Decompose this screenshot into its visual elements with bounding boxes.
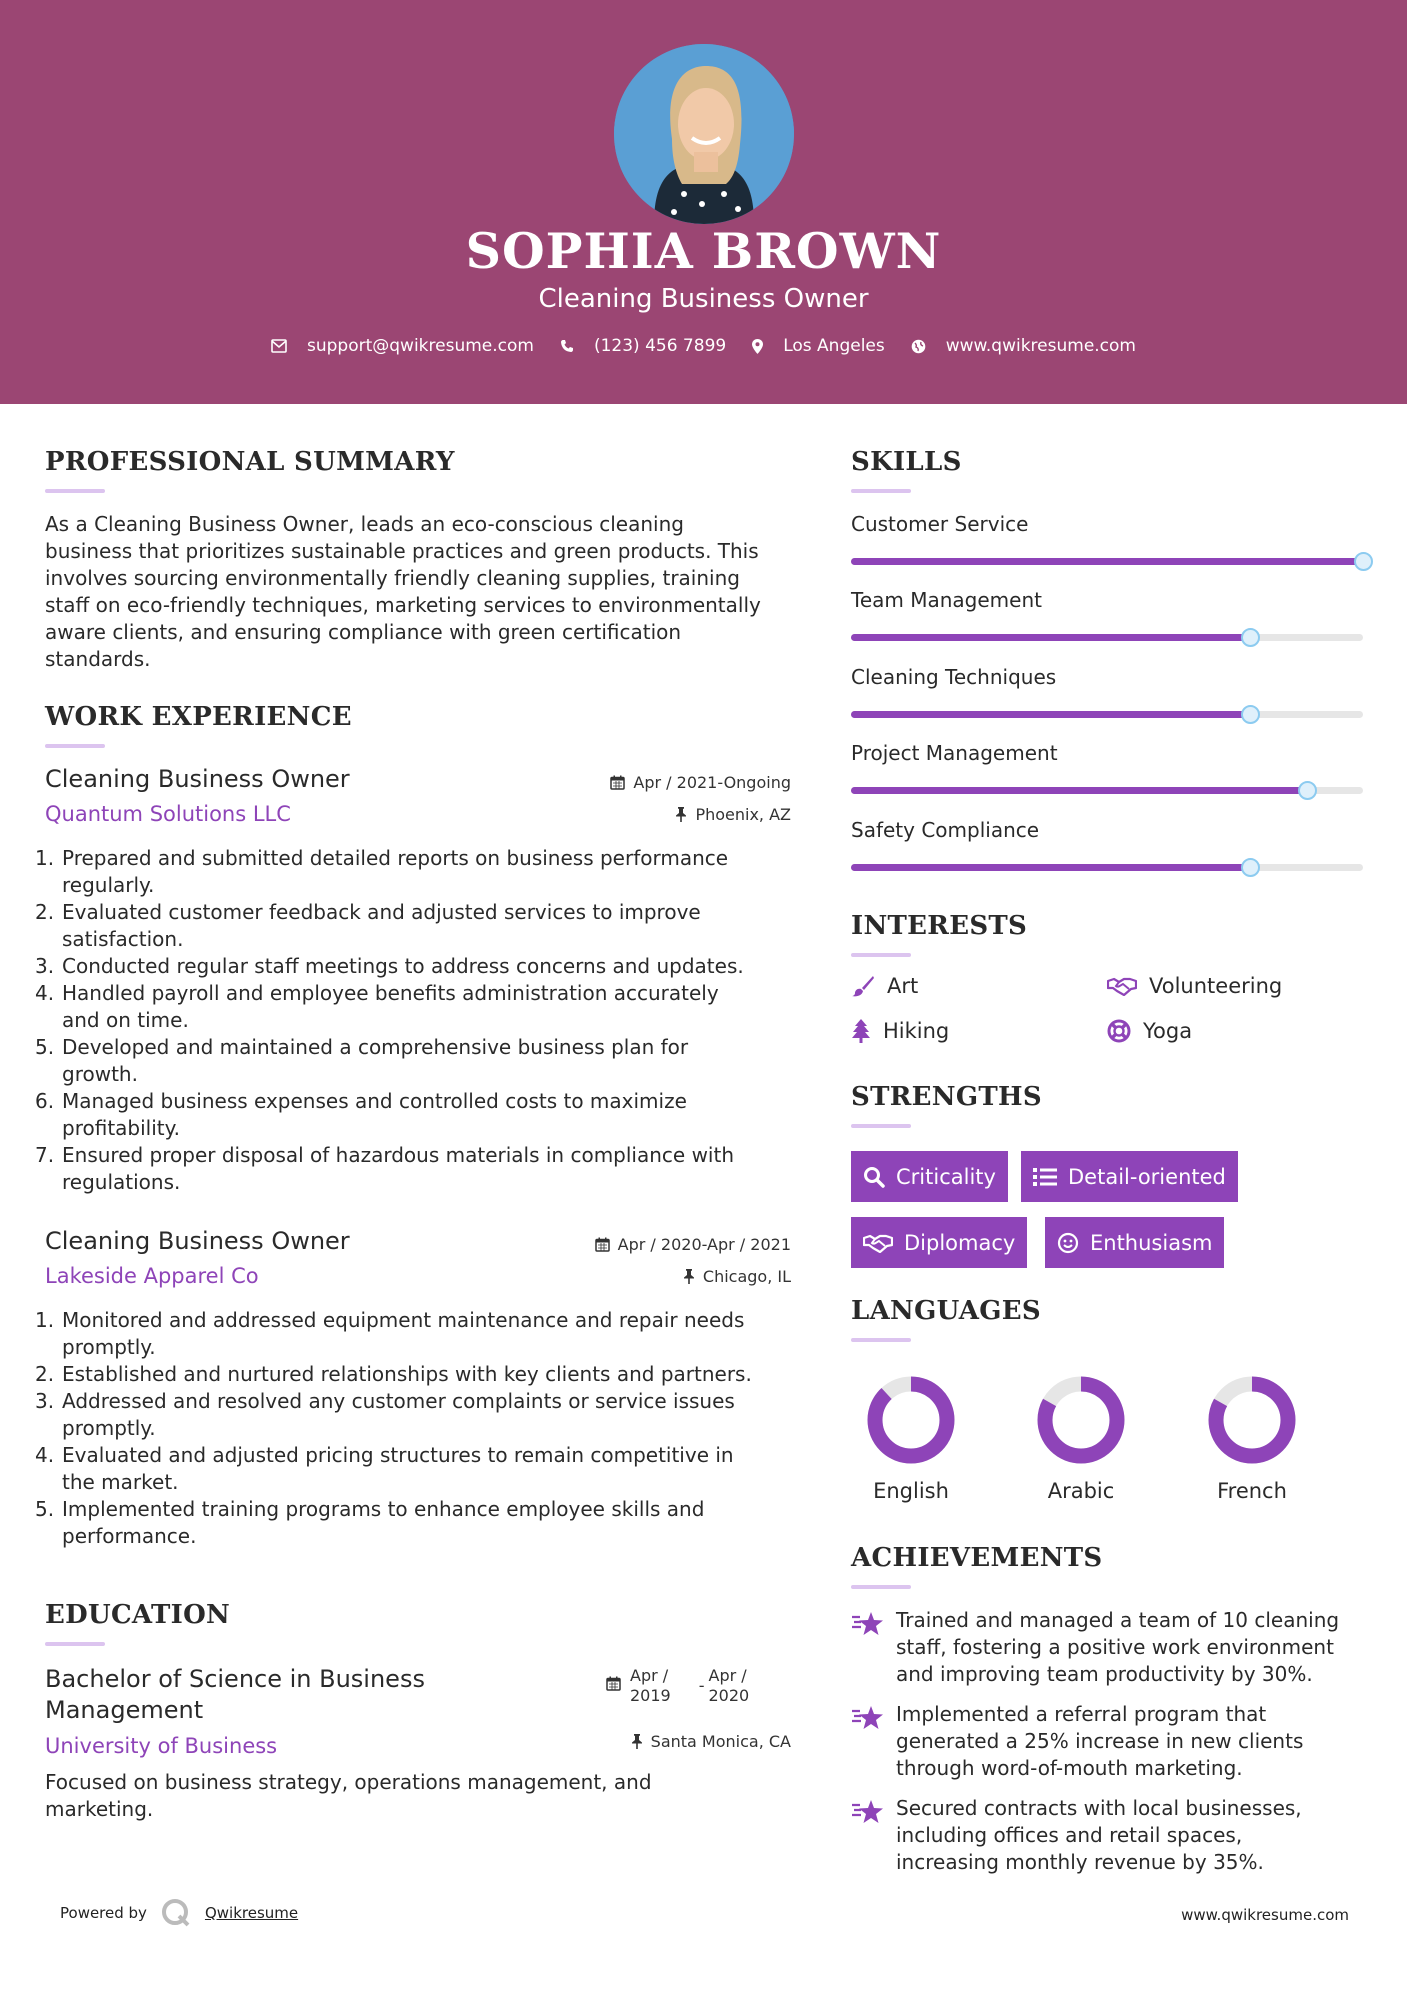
interest-item bbox=[1107, 974, 1282, 998]
achievement-line: staff, fostering a positive work environment bbox=[896, 1635, 1334, 1659]
contact-website[interactable] bbox=[911, 336, 1136, 356]
summary-line: As a Cleaning Business Owner, leads an eco-conscious cleaning bbox=[45, 512, 684, 536]
education-end bbox=[709, 1666, 750, 1706]
strength-chip bbox=[851, 1151, 1008, 1202]
shooting-star-icon bbox=[851, 1799, 885, 1825]
shooting-star-icon bbox=[851, 1611, 885, 1637]
map-pin-icon bbox=[752, 339, 763, 354]
education-end-a: Apr / bbox=[708, 1666, 747, 1685]
skill-name: Team Management bbox=[851, 588, 1042, 612]
handshake-icon bbox=[1107, 976, 1137, 996]
achievement-line: Secured contracts with local businesses, bbox=[896, 1796, 1302, 1820]
skill-bar bbox=[851, 711, 1363, 718]
summary-heading: PROFESSIONAL SUMMARY bbox=[45, 447, 455, 477]
qwikresume-logo-icon bbox=[161, 1898, 191, 1928]
skill-bar-fill bbox=[851, 711, 1250, 718]
candidate-title: Cleaning Business Owner bbox=[538, 284, 869, 314]
pushpin-icon bbox=[631, 1734, 643, 1749]
calendar-icon bbox=[595, 1237, 610, 1252]
education-underline bbox=[45, 1642, 105, 1646]
list-text: Monitored and addressed equipment maintenance and repair needs bbox=[62, 1308, 745, 1332]
skill-bar-knob[interactable] bbox=[1354, 552, 1373, 571]
list-text: Conducted regular staff meetings to address concerns and updates. bbox=[62, 954, 744, 978]
list-number: 1. bbox=[35, 846, 55, 870]
experience-heading: WORK EXPERIENCE bbox=[45, 702, 352, 732]
skill-bar bbox=[851, 787, 1363, 794]
interests-heading: INTERESTS bbox=[851, 911, 1028, 941]
languages-underline bbox=[851, 1338, 911, 1342]
education-dates bbox=[606, 1666, 749, 1706]
skill-bar-fill bbox=[851, 634, 1250, 641]
school-name: University of Business bbox=[45, 1734, 278, 1758]
list-icon bbox=[1033, 1167, 1057, 1187]
phone-icon bbox=[560, 339, 574, 353]
footer-website[interactable]: www.qwikresume.com bbox=[1181, 1906, 1349, 1924]
list-text-cont: performance. bbox=[62, 1524, 197, 1548]
list-text-cont: and on time. bbox=[62, 1008, 189, 1032]
list-text: Evaluated and adjusted pricing structures to remain competitive in bbox=[62, 1443, 734, 1467]
job-dates bbox=[610, 773, 791, 792]
list-text: Ensured proper disposal of hazardous materials in compliance with bbox=[62, 1143, 735, 1167]
skill-name: Safety Compliance bbox=[851, 818, 1040, 842]
contact-bar bbox=[0, 336, 1407, 356]
job-dates bbox=[595, 1235, 791, 1254]
powered-by-label: Powered by bbox=[60, 1904, 147, 1922]
search-icon bbox=[863, 1166, 885, 1188]
list-number: 2. bbox=[35, 900, 55, 924]
strength-label: Diplomacy bbox=[904, 1230, 1016, 1255]
skill-bar-knob[interactable] bbox=[1241, 628, 1260, 647]
list-text-cont: profitability. bbox=[62, 1116, 180, 1140]
pushpin-icon bbox=[683, 1269, 695, 1284]
contact-location bbox=[752, 336, 885, 356]
list-item bbox=[35, 1142, 815, 1196]
contact-email[interactable] bbox=[271, 336, 534, 356]
list-number: 4. bbox=[35, 1443, 55, 1467]
summary-line: business that prioritizes sustainable practices and green products. This bbox=[45, 539, 759, 563]
list-number: 1. bbox=[35, 1308, 55, 1332]
interest-label: Art bbox=[887, 974, 919, 998]
summary-underline bbox=[45, 489, 105, 493]
profile-photo bbox=[614, 44, 794, 224]
education-description bbox=[45, 1769, 805, 1823]
skill-bar-knob[interactable] bbox=[1241, 705, 1260, 724]
list-number: 7. bbox=[35, 1143, 55, 1167]
interest-item bbox=[851, 1019, 949, 1043]
list-item bbox=[35, 980, 815, 1034]
strength-label: Enthusiasm bbox=[1090, 1230, 1213, 1255]
interest-item bbox=[1107, 1019, 1192, 1043]
contact-email-text: support@qwikresume.com bbox=[307, 336, 534, 356]
language-name: French bbox=[1217, 1479, 1287, 1503]
skill-name: Cleaning Techniques bbox=[851, 665, 1057, 689]
qwikresume-link[interactable]: Qwikresume bbox=[204, 1904, 299, 1922]
interest-item bbox=[851, 974, 918, 998]
handshake-icon bbox=[863, 1233, 893, 1253]
list-number: 2. bbox=[35, 1362, 55, 1386]
list-text-cont: growth. bbox=[62, 1062, 138, 1086]
list-number: 4. bbox=[35, 981, 55, 1005]
list-item bbox=[35, 1496, 815, 1550]
list-item bbox=[35, 1088, 815, 1142]
job-company: Lakeside Apparel Co bbox=[45, 1264, 259, 1288]
list-text-cont: the market. bbox=[62, 1470, 179, 1494]
achievement-line: including offices and retail spaces, bbox=[896, 1823, 1243, 1847]
interests-underline bbox=[851, 953, 911, 957]
list-text: Managed business expenses and controlled costs to maximize bbox=[62, 1089, 687, 1113]
strength-chip bbox=[851, 1217, 1027, 1268]
skill-bar bbox=[851, 634, 1363, 641]
summary-line: involves sourcing environmentally friendly cleaning supplies, training bbox=[45, 566, 740, 590]
list-number: 6. bbox=[35, 1089, 55, 1113]
list-text-cont: regulations. bbox=[62, 1170, 181, 1194]
skill-bar-fill bbox=[851, 787, 1307, 794]
job-company: Quantum Solutions LLC bbox=[45, 802, 291, 826]
job-title: Cleaning Business Owner bbox=[45, 1227, 350, 1255]
list-item bbox=[35, 1361, 815, 1388]
calendar-icon bbox=[606, 1676, 621, 1691]
skill-bar-fill bbox=[851, 864, 1250, 871]
job-dates-text: Apr / 2020-Apr / 2021 bbox=[617, 1235, 791, 1254]
skill-bar bbox=[851, 558, 1363, 565]
list-item bbox=[35, 1307, 815, 1361]
education-start-b: 2019 bbox=[630, 1686, 671, 1705]
job-duties-list bbox=[35, 845, 815, 1196]
achievement-line: generated a 25% increase in new clients bbox=[896, 1729, 1304, 1753]
education-location-text: Santa Monica, CA bbox=[650, 1732, 791, 1751]
list-item bbox=[35, 1034, 815, 1088]
envelope-icon bbox=[271, 339, 287, 353]
list-text-cont: promptly. bbox=[62, 1416, 156, 1440]
skills-underline bbox=[851, 489, 911, 493]
degree-line: Management bbox=[45, 1696, 204, 1724]
shooting-star-icon bbox=[851, 1705, 885, 1731]
degree-line: Bachelor of Science in Business bbox=[45, 1665, 425, 1693]
summary-line: aware clients, and ensuring compliance with green certification bbox=[45, 620, 682, 644]
summary-line: standards. bbox=[45, 647, 151, 671]
strength-label: Criticality bbox=[896, 1164, 996, 1189]
achievements-underline bbox=[851, 1585, 911, 1589]
education-start-a: Apr / bbox=[630, 1666, 669, 1685]
achievement-text bbox=[896, 1701, 1376, 1782]
contact-phone[interactable] bbox=[560, 336, 726, 356]
list-number: 5. bbox=[35, 1497, 55, 1521]
list-text: Implemented training programs to enhance employee skills and bbox=[62, 1497, 705, 1521]
achievement-line: and improving team productivity by 30%. bbox=[896, 1662, 1313, 1686]
tree-icon bbox=[851, 1019, 871, 1043]
list-number: 5. bbox=[35, 1035, 55, 1059]
skill-bar bbox=[851, 864, 1363, 871]
list-item bbox=[35, 899, 815, 953]
contact-website-text: www.qwikresume.com bbox=[945, 336, 1136, 356]
interest-label: Volunteering bbox=[1149, 974, 1283, 998]
calendar-icon bbox=[610, 775, 625, 790]
skill-name: Customer Service bbox=[851, 512, 1029, 536]
achievement-line: Trained and managed a team of 10 cleaning bbox=[896, 1608, 1340, 1632]
list-text-cont: promptly. bbox=[62, 1335, 156, 1359]
skill-bar-fill bbox=[851, 558, 1363, 565]
strength-chip bbox=[1021, 1151, 1238, 1202]
contact-phone-text: (123) 456 7899 bbox=[593, 336, 727, 356]
education-desc-line: marketing. bbox=[45, 1797, 154, 1821]
interest-label: Yoga bbox=[1143, 1019, 1193, 1043]
pushpin-icon bbox=[675, 807, 687, 822]
list-text: Developed and maintained a comprehensive business plan for bbox=[62, 1035, 689, 1059]
language-name: English bbox=[873, 1479, 949, 1503]
achievement-line: Implemented a referral program that bbox=[896, 1702, 1267, 1726]
education-desc-line: Focused on business strategy, operations management, and bbox=[45, 1770, 652, 1794]
achievements-heading: ACHIEVEMENTS bbox=[851, 1543, 1103, 1573]
degree-title bbox=[45, 1664, 425, 1726]
experience-underline bbox=[45, 744, 105, 748]
list-text: Evaluated customer feedback and adjusted services to improve bbox=[62, 900, 701, 924]
achievement-text bbox=[896, 1607, 1376, 1688]
globe-icon bbox=[911, 339, 926, 354]
interest-label: Hiking bbox=[883, 1019, 950, 1043]
education-start bbox=[630, 1666, 671, 1706]
list-item bbox=[35, 1388, 815, 1442]
paintbrush-icon bbox=[851, 975, 875, 997]
list-text-cont: satisfaction. bbox=[62, 927, 184, 951]
lifebuoy-icon bbox=[1107, 1019, 1131, 1043]
skills-heading: SKILLS bbox=[851, 447, 962, 477]
list-text: Established and nurtured relationships with key clients and partners. bbox=[62, 1362, 752, 1386]
skill-bar-knob[interactable] bbox=[1298, 781, 1317, 800]
footer-powered-by bbox=[60, 1898, 298, 1928]
achievement-line: increasing monthly revenue by 35%. bbox=[896, 1850, 1264, 1874]
list-number: 3. bbox=[35, 1389, 55, 1413]
summary-text bbox=[45, 511, 805, 673]
job-location-text: Phoenix, AZ bbox=[695, 805, 791, 824]
list-text: Handled payroll and employee benefits administration accurately bbox=[62, 981, 719, 1005]
education-date-sep: - bbox=[698, 1676, 705, 1695]
summary-line: staff on eco-friendly techniques, marketing services to environmentally bbox=[45, 593, 761, 617]
resume-header bbox=[0, 0, 1407, 404]
strengths-heading: STRENGTHS bbox=[851, 1082, 1042, 1112]
education-end-b: 2020 bbox=[708, 1686, 750, 1705]
strength-label: Detail-oriented bbox=[1068, 1164, 1226, 1189]
languages-heading: LANGUAGES bbox=[851, 1296, 1041, 1326]
job-location-text: Chicago, IL bbox=[702, 1267, 791, 1286]
education-location bbox=[631, 1732, 791, 1751]
skill-name: Project Management bbox=[851, 741, 1058, 765]
list-text: Addressed and resolved any customer complaints or service issues bbox=[62, 1389, 735, 1413]
achievement-line: through word-of-mouth marketing. bbox=[896, 1756, 1243, 1780]
list-text: Prepared and submitted detailed reports on business performance bbox=[62, 846, 729, 870]
smile-icon bbox=[1057, 1232, 1079, 1254]
job-dates-text: Apr / 2021-Ongoing bbox=[633, 773, 791, 792]
candidate-name: SOPHIA BROWN bbox=[465, 222, 942, 280]
strengths-underline bbox=[851, 1124, 911, 1128]
language-donut-chart bbox=[851, 1370, 1371, 1470]
list-number: 3. bbox=[35, 954, 55, 978]
education-heading: EDUCATION bbox=[45, 1600, 231, 1630]
language-donut-english bbox=[875, 1384, 947, 1456]
list-item bbox=[35, 1442, 815, 1496]
job-title: Cleaning Business Owner bbox=[45, 765, 350, 793]
list-item bbox=[35, 953, 815, 980]
strength-chip bbox=[1045, 1217, 1224, 1268]
list-text-cont: regularly. bbox=[62, 873, 155, 897]
job-location bbox=[683, 1267, 791, 1286]
job-location bbox=[675, 805, 791, 824]
skill-bar-knob[interactable] bbox=[1241, 858, 1260, 877]
job-duties-list bbox=[35, 1307, 815, 1550]
contact-location-text: Los Angeles bbox=[783, 336, 885, 356]
language-name: Arabic bbox=[1047, 1479, 1115, 1503]
achievement-text bbox=[896, 1795, 1376, 1876]
list-item bbox=[35, 845, 815, 899]
